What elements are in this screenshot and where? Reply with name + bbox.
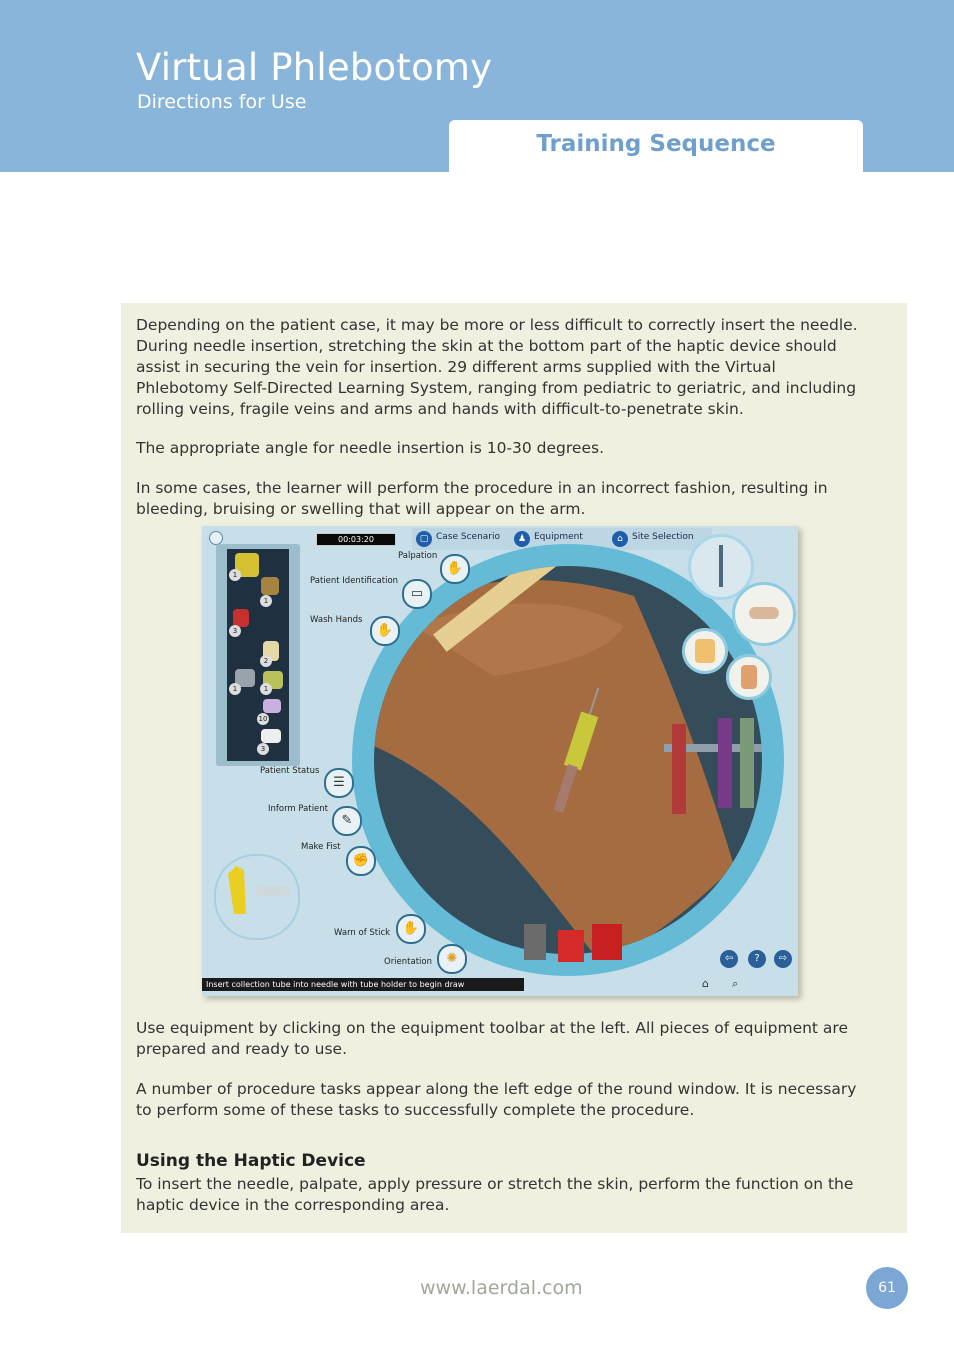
tray-badge: 10 [258,715,268,723]
apply-pressure-button[interactable] [726,654,772,700]
task-label-make-fist: Make Fist [301,842,341,852]
back-arrow-icon[interactable]: ⇦ [720,950,738,968]
patient-identification-button[interactable]: ▭ [402,579,432,609]
document-title: Virtual Phlebotomy [136,46,493,89]
warn-of-stick-button[interactable]: ✋ [396,914,426,944]
settings-dot-icon [209,531,223,545]
footer-url[interactable]: www.laerdal.com [420,1277,583,1299]
purple-tube [718,718,732,808]
inform-patient-button[interactable]: ✎ [332,806,362,836]
case-scenario-icon[interactable]: ▢ [416,531,432,547]
make-fist-button[interactable]: ✊ [346,846,376,876]
stretch-skin-button[interactable] [682,628,728,674]
document-subtitle: Directions for Use [137,91,307,113]
task-label-warn-of-stick: Warn of Stick [334,928,391,938]
section-tab [449,120,863,172]
section-heading-haptic-device: Using the Haptic Device [136,1151,366,1171]
task-label-inform-patient: Inform Patient [268,804,329,814]
tray-badge: 1 [229,569,241,581]
site-selection-icon[interactable]: ⌂ [612,531,628,547]
orientation-button[interactable]: ✺ [437,944,467,974]
arm-scene-svg [374,566,762,954]
pressure-icon [729,657,769,697]
tray-badge: 1 [229,683,241,695]
equipment-toolbar [216,544,300,766]
help-icon[interactable]: ? [748,950,766,968]
session-timer: 00:03:20 [316,533,396,546]
paragraph-angle: The appropriate angle for needle insertion is 10-30 degrees. [136,439,605,457]
red-tube [672,724,686,814]
stretch-icon [685,631,725,671]
finger-icon [735,585,793,643]
paragraph-incorrect-procedure: In some cases, the learner will perform the procedure in an incorrect fashion, resulting in bleeding, bruising or swelling that will appear on the arm. [136,479,828,518]
home-icon[interactable]: ⌂ [702,977,709,990]
tray-badge: 1 [260,683,272,695]
wash-hands-button[interactable]: ✋ [370,616,400,646]
forward-arrow-icon[interactable]: ⇨ [774,950,792,968]
palpation-button[interactable]: ✋ [440,554,470,584]
protective-equipment-circle[interactable] [214,854,300,940]
task-label-palpation: Palpation [398,551,438,561]
paragraph-haptic-device: To insert the needle, palpate, apply pressure or stretch the skin, perform the function on the haptic device in the corresponding area. [136,1175,854,1214]
menu-site-selection[interactable]: Site Selection [632,532,694,542]
tray-badge: 1 [260,595,272,607]
simulator-screenshot [202,526,798,996]
paragraph-procedure-tasks: A number of procedure tasks appear along the left edge of the round window. It is necessary to perform some of these tasks to successfully complete the procedure. [136,1080,857,1119]
menu-equipment[interactable]: Equipment [534,532,583,542]
tray-badge: 3 [257,743,269,755]
arm-3d-view[interactable] [374,566,762,954]
gauze-icon[interactable] [261,729,281,743]
page-header [0,0,954,172]
gloves-goggles-icon [216,856,298,938]
magnifier-icon[interactable]: ⌕ [732,977,739,990]
status-message-bar: Insert collection tube into needle with tube holder to begin draw [202,978,524,991]
palpate-skin-button[interactable] [732,582,796,646]
menu-case-scenario[interactable]: Case Scenario [436,532,501,542]
tray-badge: 2 [260,655,272,667]
equipment-icon[interactable]: ♟ [514,531,530,547]
task-label-orientation: Orientation [384,957,432,967]
paragraph-needle-insertion: Depending on the patient case, it may be more or less difficult to correctly insert the needle. During needle insertion, stretching the skin at the bottom part of the haptic device should assist in securing the vein for insertion. 29 different arms supplied with the Virtual Phlebotomy Self-Directed Learning System, ranging from pediatric to geriatric, and including rolling veins, fragile veins and arms and hands with difficult-to-penetrate skin. [136,316,858,418]
patient-status-button[interactable]: ☰ [324,768,354,798]
task-label-patient-identification: Patient Identification [310,576,399,586]
task-label-patient-status: Patient Status [260,766,320,776]
waste-bin-icon[interactable] [524,924,546,960]
tray-badge: 3 [229,625,241,637]
needles-icon[interactable] [263,699,281,713]
green-tube [740,718,754,808]
paragraph-equipment-toolbar: Use equipment by clicking on the equipment toolbar at the left. All pieces of equipment are prepared and ready to use. [136,1019,849,1058]
biohazard-bin-icon[interactable] [592,924,622,960]
equipment-tray [227,549,289,761]
section-tab-label: Training Sequence [536,131,776,157]
task-label-wash-hands: Wash Hands [310,615,363,625]
page-number-badge: 61 [866,1267,908,1309]
sharps-bin-icon[interactable] [558,930,584,962]
tourniquet-icon[interactable] [261,577,279,595]
